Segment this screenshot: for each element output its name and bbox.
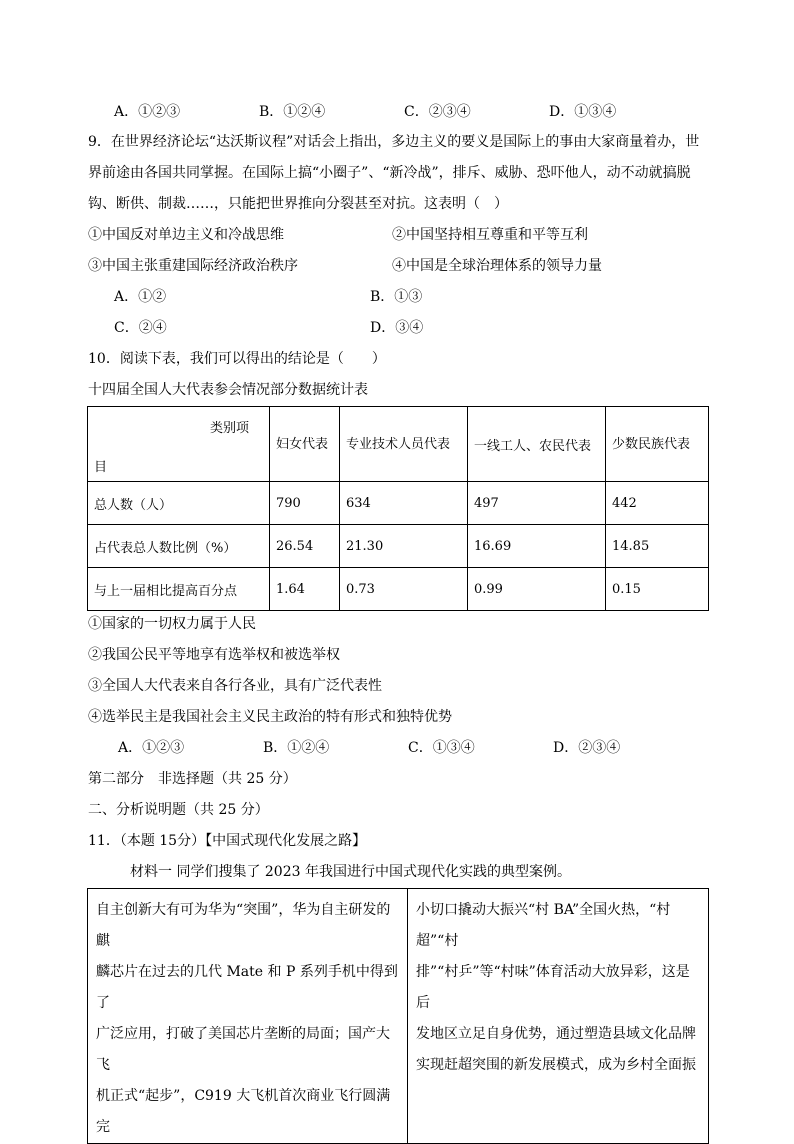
- case-line: 发地区立足自身优势，通过塑造县域文化品牌: [416, 1026, 696, 1042]
- case-line: 机正式“起步”，C919 大飞机首次商业飞行圆满完: [96, 1088, 391, 1135]
- q10-option-a: A．①②③: [118, 740, 185, 756]
- corner-top-text: 类别项: [209, 421, 249, 436]
- q10-statement-4: ④选举民主是我国社会主义民主政治的特有形式和独特优势: [88, 709, 452, 725]
- table-cell: 16.69: [468, 525, 606, 568]
- table-cell: 0.15: [606, 568, 709, 611]
- table-header-cell: 妇女代表: [270, 407, 340, 482]
- table-cell: 21.30: [340, 525, 468, 568]
- q10-option-b: B．①②④: [263, 740, 330, 756]
- q9-statement-2: ②中国坚持相互尊重和平等互利: [392, 227, 588, 243]
- q9-statement-1: ①中国反对单边主义和冷战思维: [88, 227, 284, 243]
- case-line: 小切口撬动大振兴“村 BA”全国火热，“村超”“村: [416, 902, 671, 949]
- table-cell: 0.73: [340, 568, 468, 611]
- q10-option-d: D．②③④: [553, 740, 621, 756]
- material-case-right: [408, 889, 709, 1144]
- corner-bottom-text: 目: [94, 460, 108, 475]
- table-cell: 497: [468, 482, 606, 525]
- row-label: 占代表总人数比例（%）: [88, 525, 270, 568]
- table-row: [88, 568, 709, 611]
- q8-option-a: A．①②③: [114, 104, 181, 120]
- q9-option-c: C．②④: [114, 320, 167, 336]
- q10-options: [118, 738, 698, 758]
- row-label: 总人数（人）: [88, 482, 270, 525]
- q9-stem-line-3: 钩、断供、制裁……，只能把世界推向分裂甚至对抗。这表明（ ）: [88, 196, 508, 212]
- q8-option-d: D．①③④: [549, 104, 617, 120]
- q8-option-b: B．①②④: [259, 104, 326, 120]
- table-header-row: [88, 407, 709, 482]
- table-row: [88, 525, 709, 568]
- row-label: 与上一届相比提高百分点: [88, 568, 270, 611]
- q9-option-b: B．①③: [370, 289, 423, 305]
- table-cell: 0.99: [468, 568, 606, 611]
- q11-material-table: [87, 888, 709, 1144]
- table-header-cell: 专业技术人员代表: [340, 407, 468, 482]
- table-corner-cell: [88, 407, 270, 482]
- q9-statement-4: ④中国是全球治理体系的领导力量: [392, 258, 602, 274]
- case-line: 麟芯片在过去的几代 Mate 和 P 系列手机中得到了: [96, 964, 398, 1011]
- table-header-cell: 少数民族代表: [606, 407, 709, 482]
- q9-stem-line-1: 9．在世界经济论坛“达沃斯议程”对话会上指出，多边主义的要义是国际上的事由大家商量着办，世: [88, 134, 700, 150]
- table-row: [88, 889, 709, 1144]
- q10-statement-3: ③全国人大代表来自各行各业，具有广泛代表性: [88, 678, 382, 694]
- q10-table-title: 十四届全国人大代表参会情况部分数据统计表: [88, 382, 368, 398]
- q9-option-d: D．③④: [370, 320, 424, 336]
- case-line: 广泛应用，打破了美国芯片垄断的局面；国产大飞: [96, 1026, 390, 1073]
- material-case-left: [88, 889, 408, 1144]
- q10-statement-2: ②我国公民平等地享有选举权和被选举权: [88, 647, 340, 663]
- q8-options: [114, 102, 694, 122]
- part2-section-title: 二、分析说明题（共 25 分）: [88, 802, 269, 818]
- q9-option-a: A．①②: [114, 289, 167, 305]
- case-line: 排”“村乒”等“村味”体育活动大放异彩，这是后: [416, 964, 690, 1011]
- q10-stats-table: [87, 406, 709, 611]
- q11-stem: 11．（本题 15分）【中国式现代化发展之路】: [88, 833, 367, 849]
- table-header-cell: 一线工人、农民代表: [468, 407, 606, 482]
- case-line: 实现赶超突围的新发展模式，成为乡村全面振: [416, 1057, 696, 1073]
- table-row: [88, 482, 709, 525]
- table-cell: 1.64: [270, 568, 340, 611]
- q9-statement-3: ③中国主张重建国际经济政治秩序: [88, 258, 298, 274]
- q10-statement-1: ①国家的一切权力属于人民: [88, 616, 256, 632]
- table-cell: 442: [606, 482, 709, 525]
- table-cell: 790: [270, 482, 340, 525]
- q8-option-c: C．②③④: [404, 104, 471, 120]
- q9-stem-line-2: 界前途由各国共同掌握。在国际上搞“小圈子”、“新冷战”，排斥、威胁、恐吓他人，动不动就搞脱: [88, 165, 691, 181]
- q11-material-intro: 材料一 同学们搜集了 2023 年我国进行中国式现代化实践的典型案例。: [130, 864, 571, 880]
- q10-stem: 10．阅读下表，我们可以得出的结论是（ ）: [88, 351, 386, 367]
- table-cell: 26.54: [270, 525, 340, 568]
- table-cell: 14.85: [606, 525, 709, 568]
- part2-title: 第二部分 非选择题（共 25 分）: [88, 771, 297, 787]
- case-line: 自主创新大有可为华为“突围”，华为自主研发的麒: [96, 902, 391, 949]
- table-cell: 634: [340, 482, 468, 525]
- q10-option-c: C．①③④: [408, 740, 475, 756]
